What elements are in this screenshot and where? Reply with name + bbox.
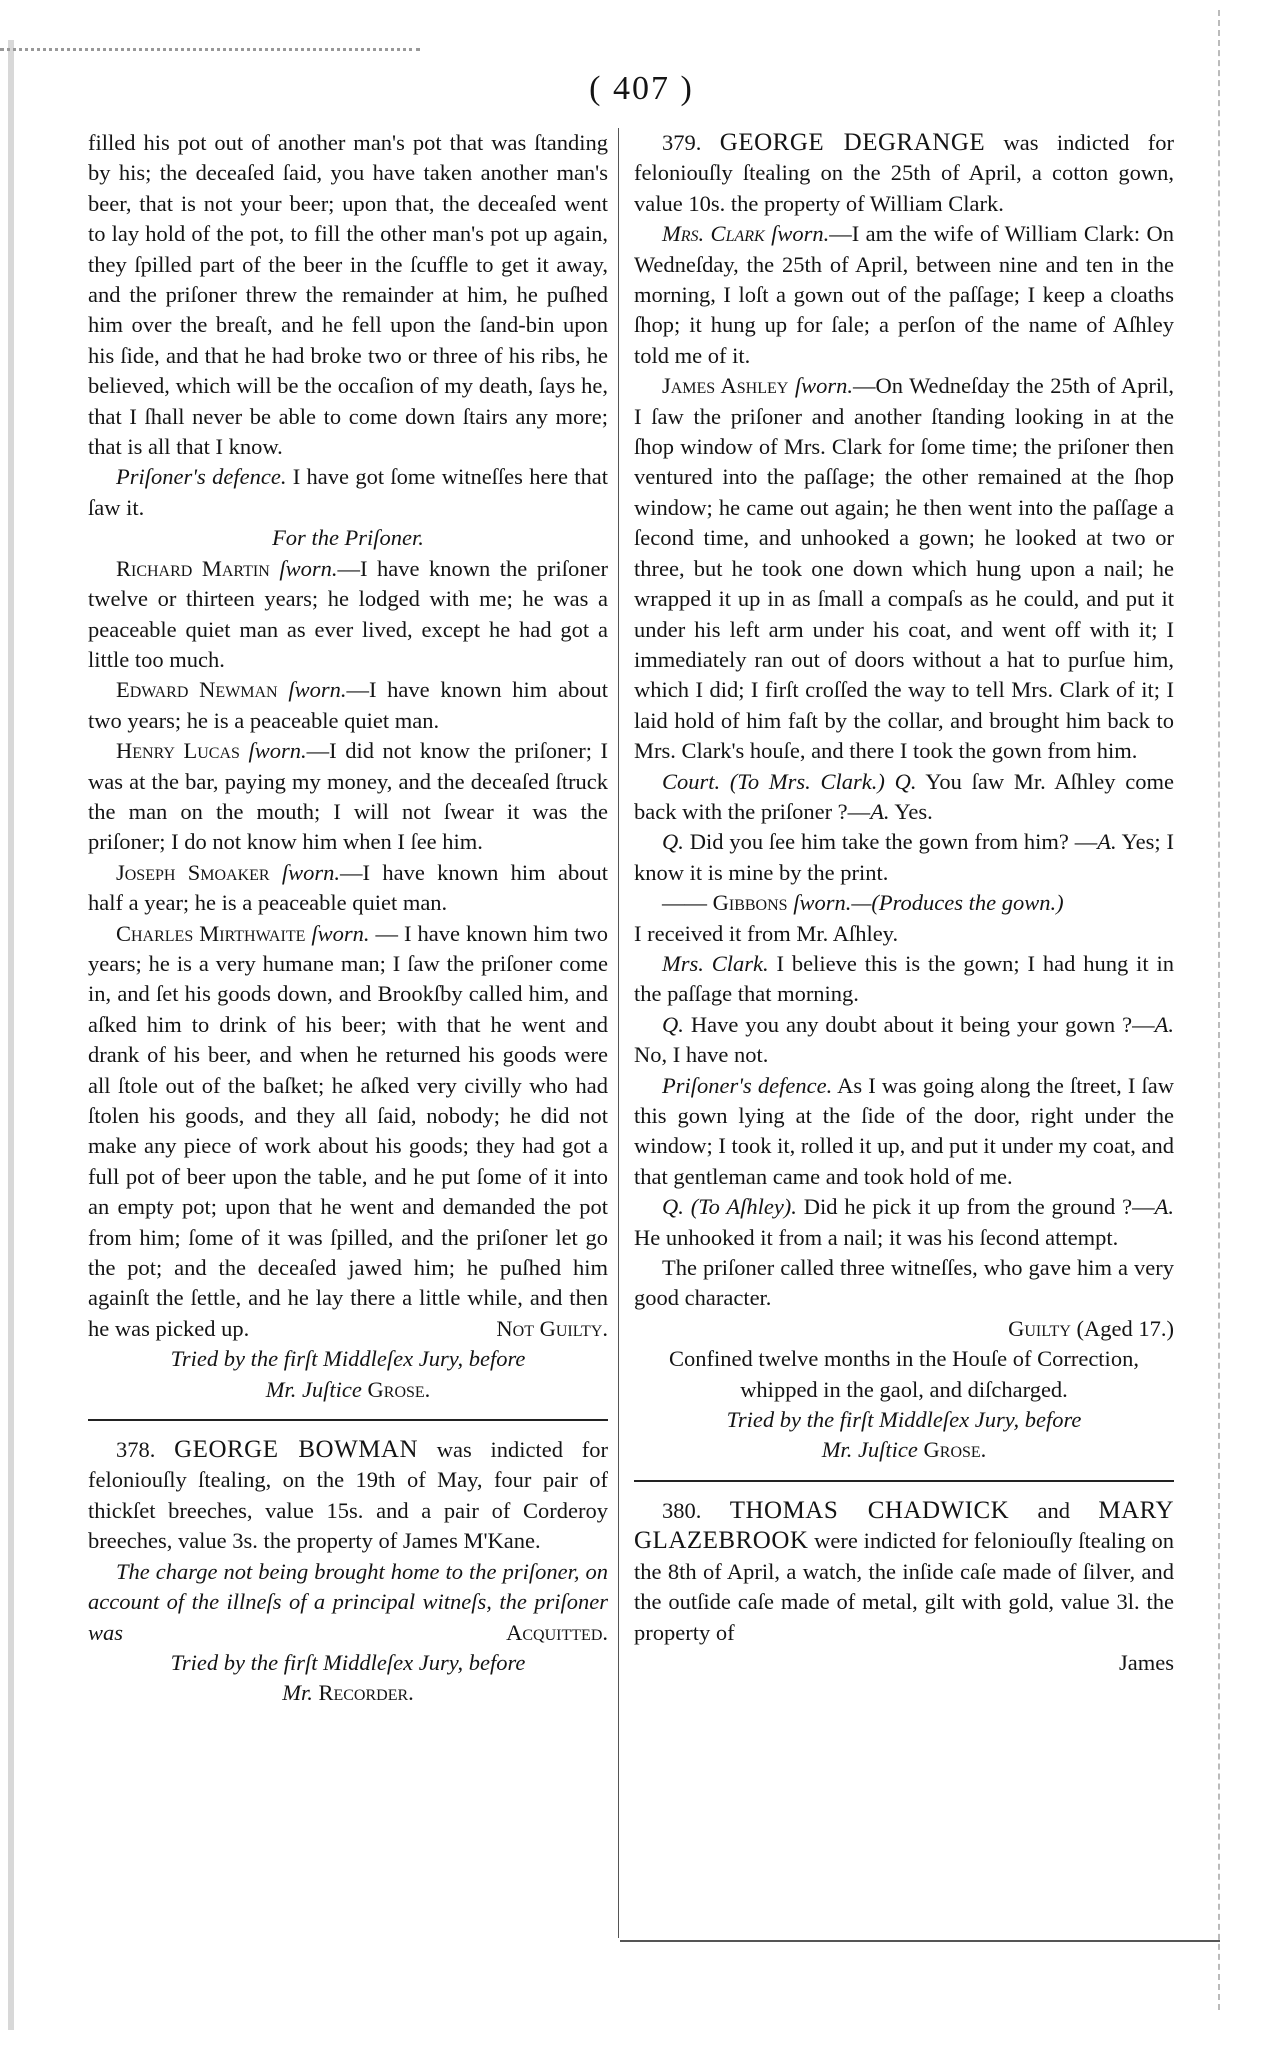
witness-clark (634, 219, 1174, 371)
prisoner-defence (88, 462, 608, 523)
verdict-acquitted: Acquitted. (506, 1619, 608, 1645)
witness-name: Gibbons (712, 890, 788, 916)
question-marker: Q. (884, 768, 917, 794)
defendant-name: GEORGE BOWMAN (174, 1436, 419, 1464)
witness-text: — I have known him two years; he is a very humane man; I ſaw the priſoner come in, and ſet his goods down, and Brookſby called him, and aſked him to drink of his beer; with that he went and drank of his beer, and when he returned his goods were all ſtole out of the baſket; he aſked very civilly who had ſtolen his goods, and they all ſaid, nobody; he did not make any piece of work about his goods; they had got a full pot of beer upon the table, and he put ſome of it into an empty pot; upon that he went and demanded the pot from him; ſome of it was ſpilled, and the priſoner let go the pot; and the deceaſed jawed him; he puſhed him againſt the ſettle, and he lay there a little while, and then he was picked up. (88, 920, 609, 1341)
answer-marker: A. (1154, 1194, 1174, 1220)
witness-name: Richard Martin (116, 555, 270, 581)
page-number: ( 407 ) (589, 70, 694, 107)
witness-name: Charles Mirthwaite (116, 920, 306, 946)
indictment-text: were indicted for feloniouſly ſtealing on the 8th of April, a watch, the inſide caſe made of ſilver, and the outſide caſe made of metal, gilt with gold, value 3l. the property of (634, 1528, 1174, 1645)
catchword: James (1119, 1649, 1174, 1675)
case-378-heading (88, 1435, 608, 1557)
judge-title: Mr. Juſtice (265, 1376, 368, 1402)
dash: —— (662, 890, 713, 916)
witnesses-called: The priſoner called three witneſſes, who gave him a very good character. (634, 1255, 1174, 1311)
tried-by-line: Tried by the firſt Middleſex Jury, before (170, 1649, 526, 1675)
witness-gibbons (634, 888, 1174, 918)
conjunction: and (1009, 1497, 1099, 1523)
defence-text: As I was going along the ſtreet, I ſaw this gown lying at the ſide of the door, right under the window; I took it, rolled it up, and put it under my coat, and that gentleman came and took hold of me. (634, 1072, 1174, 1189)
question-label: (To Aſhley). (683, 1194, 797, 1220)
judge-name: Grose. (923, 1437, 987, 1463)
verdict-guilty (634, 1314, 1174, 1344)
judge-name: Grose. (367, 1376, 431, 1402)
indictment-text: was indicted for feloniouſly ſtealing on the 25th of April, a cotton gown, value 10s. the property of William Clark. (634, 130, 1174, 216)
sworn-label: ſworn.—(Produces the gown.) (793, 890, 1064, 916)
sentence: Confined twelve months in the Houſe of Correction, whipped in the gaol, and diſcharged. (669, 1346, 1139, 1402)
statement-text: I believe this is the gown; I had hung it in the paſſage that morning. (634, 950, 1174, 1007)
witness-smoaker (88, 858, 608, 919)
bottom-rule (620, 1940, 1220, 1942)
answer-text: Yes; I know it is mine by the print. (634, 829, 1174, 885)
question-text: You ſaw Mr. Aſhley come back with the priſoner ?— (634, 768, 1174, 824)
witness-name: Mrs. Clark (662, 221, 765, 247)
gibbons-text: I received it from Mr. Aſhley. (634, 920, 899, 946)
witness-text: —On Wedneſday the 25th of April, I ſaw the priſoner and another ſtanding looking in at the ſhop window of Mrs. Clark for ſome time; the priſoner then ventured into the paſſage; the other remained at the ſhop window; he came out again; he then went into the paſſage a ſecond time, and unhooked a gown; he looked at two or three, but he took one down which hung upon a nail; he wrapped it up in as ſmall a compaſs as he could, and put it under his left arm under his coat, and went off with it; I immediately ran out of doors without a hat to purſue him, which I did; I firſt croſſed the way to tell Mrs. Clark of it; I laid hold of him faſt by the collar, and brought him back to Mrs. Clark's houſe, and there I took the gown from him. (634, 373, 1174, 764)
witness-name: James Ashley (662, 373, 789, 399)
witness-text: —I have known the priſoner twelve or thirteen years; he lodged with me; he was a peaceable quiet man as ever lived, except he had got a little too much. (88, 555, 608, 672)
case-379-heading (634, 128, 1174, 219)
answer-text: Yes. (889, 798, 933, 824)
sworn-label: ſworn. (279, 555, 338, 581)
judge-line (88, 1375, 608, 1405)
left-column (88, 128, 608, 1709)
verdict-not-guilty: Not Guilty. (496, 1315, 608, 1341)
speaker-label: Mrs. Clark. (662, 950, 769, 976)
sworn-label: ſworn. (248, 738, 307, 764)
judge-line (88, 1678, 608, 1708)
question-2 (634, 827, 1174, 888)
judge-line (634, 1435, 1174, 1465)
question-text: Have you any doubt about it being your gown ?— (683, 1011, 1155, 1037)
witness-martin (88, 554, 608, 676)
defence-text: I have got ſome witneſſes here that ſaw it. (88, 464, 608, 520)
sworn-label: ſworn. (288, 677, 347, 703)
answer-marker: A. (1154, 1011, 1174, 1037)
witness-ashley (634, 371, 1174, 766)
answer-text: He unhooked it from a nail; it was his ſecond attempt. (634, 1224, 1119, 1250)
defence-label: Priſoner's defence. (116, 464, 287, 490)
witness-text: —I have known him about two years; he is a peaceable quiet man. (88, 677, 609, 733)
tried-by-line: Tried by the firſt Middleſex Jury, before (170, 1346, 526, 1372)
defendant-name: THOMAS CHADWICK (729, 1496, 1010, 1524)
court-label: Court. (To Mrs. Clark.) (662, 768, 885, 794)
right-column (634, 128, 1174, 1678)
sworn-label: ſworn. (771, 221, 830, 247)
scan-edge-right (1218, 10, 1220, 2010)
question-3 (634, 1010, 1174, 1071)
judge-title: Mr. (282, 1680, 319, 1706)
witness-name: Edward Newman (116, 677, 278, 703)
for-prisoner-heading: For the Priſoner. (272, 525, 424, 551)
sworn-label: ſworn. (311, 920, 370, 946)
question-marker: Q. (662, 1194, 684, 1220)
witness-text: —I am the wife of William Clark: On Wedneſday, the 25th of April, between nine and ten in the morning, I loſt a gown out of the paſſage; I keep a cloaths ſhop; it hung up for ſale; a perſon of the name of Aſhley told me of it. (634, 221, 1175, 368)
case-378-charge (88, 1557, 608, 1648)
witness-lucas (88, 736, 608, 858)
judge-title: Mr. Juſtice (821, 1437, 924, 1463)
witness-text: —I have known him about half a year; he is a peaceable quiet man. (88, 859, 608, 916)
judge-name: Recorder. (318, 1680, 414, 1706)
case-separator (634, 1480, 1174, 1482)
prisoner-defence (634, 1071, 1174, 1193)
sworn-label: ſworn. (794, 373, 853, 399)
defendant-name-2: MARY GLAZEBROOK (634, 1496, 1174, 1555)
question-text: Did he pick it up from the ground ?— (796, 1194, 1155, 1220)
paragraph-testimony-continued: filled his pot out of another man's pot that was ſtanding by his; the deceaſed ſaid, you have taken another man's beer, that is not your beer; upon that, the deceaſed went to lay hold of the pot, to fill the other man's pot up again, they ſpilled part of the beer in the ſcuffle to get it away, and the priſoner threw the remainder at him, he puſhed him over the breaſt, and he fell upon the ſand-bin upon his ſide, and that he had broke two or three of his ribs, he believed, which will be the occaſion of my death, ſays he, that I ſhall never be able to come down ſtairs any more; that is all that I know. (88, 130, 608, 460)
tried-by-line: Tried by the firſt Middleſex Jury, before (726, 1407, 1082, 1433)
witness-mirthwaite (88, 919, 608, 1345)
witness-newman (88, 675, 608, 736)
case-number: 378. (116, 1437, 156, 1463)
answer-text: No, I have not. (634, 1042, 769, 1068)
question-4 (634, 1192, 1174, 1253)
court-question (634, 767, 1174, 828)
answer-marker: A. (870, 798, 890, 824)
column-divider (618, 128, 619, 1938)
defence-label: Priſoner's defence. (662, 1072, 833, 1098)
witness-text: —I did not know the priſoner; I was at the bar, paying my money, and the deceaſed ſtruck the man on the mouth; I will not ſwear it was the priſoner; I do not know him when I ſee him. (88, 738, 609, 855)
verdict-age: (Aged 17.) (1070, 1315, 1174, 1341)
question-text: Did you ſee him take the gown from him? — (683, 829, 1098, 855)
indictment-text: was indicted for feloniouſly ſtealing, on the 19th of May, four pair of thickſet breeches, value 15s. and a pair of Corderoy breeches, value 3s. the property of James M'Kane. (88, 1437, 608, 1554)
question-marker: Q. (662, 829, 684, 855)
verdict-label: Guilty (1008, 1315, 1071, 1341)
scan-edge-left (8, 40, 14, 2030)
case-number: 380. (662, 1497, 702, 1523)
answer-marker: A. (1097, 829, 1117, 855)
clark-statement (634, 949, 1174, 1010)
case-separator (88, 1419, 608, 1421)
case-380-heading (634, 1496, 1174, 1648)
witness-name: Joseph Smoaker (116, 859, 270, 885)
case-number: 379. (662, 130, 702, 155)
witness-name: Henry Lucas (116, 738, 240, 764)
defendant-name: GEORGE DEGRANGE (719, 129, 986, 156)
charge-text: The charge not being brought home to the priſoner, on account of the illneſs of a principal witneſs, the priſoner was (88, 1558, 608, 1645)
question-marker: Q. (662, 1011, 684, 1037)
top-margin-mark (0, 48, 420, 51)
sworn-label: ſworn. (281, 859, 341, 885)
